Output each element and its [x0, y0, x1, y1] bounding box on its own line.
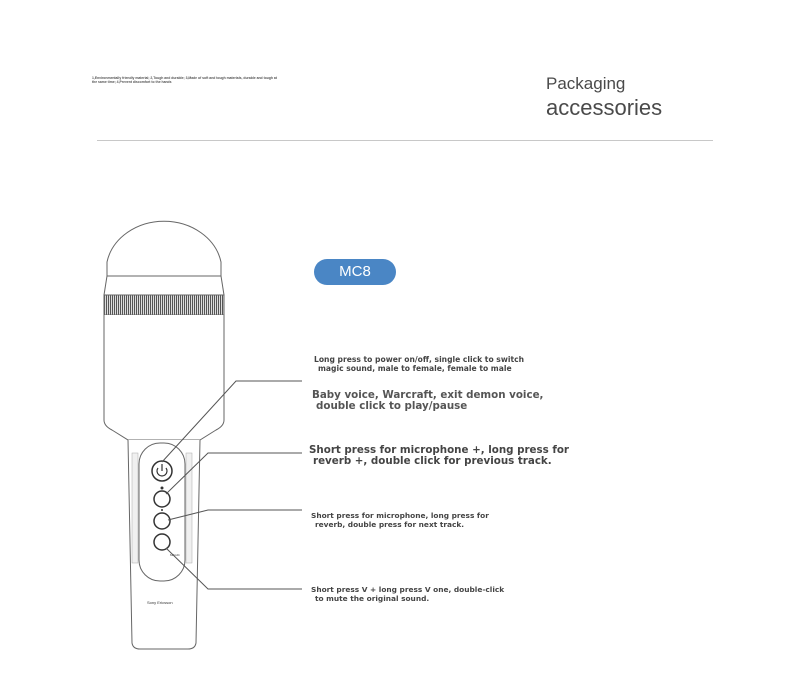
mic-collar — [104, 315, 224, 440]
volume-up-button[interactable] — [154, 491, 170, 507]
title-line-packaging: Packaging — [546, 74, 626, 93]
mic-grille — [104, 295, 224, 315]
brand-label: Sony Ericsson — [147, 600, 173, 605]
model-badge: MC8 — [314, 259, 396, 285]
callout-voice-effects: Baby voice, Warcraft, exit demon voice, double click to play/pause — [312, 389, 544, 412]
callout-mic-plus: Short press for microphone +, long press for reverb +, double click for previous track. — [309, 444, 570, 467]
callout-magic: Short press V + long press V one, double-click to mute the original sound. — [311, 585, 505, 603]
callout-power: Long press to power on/off, single click to switch magic sound, male to female, female to male — [314, 355, 524, 373]
feature-note: 1,Environmentally friendly material; 2,Tough and durable; 3,Made of soft and tough materials, durable and tough at the same time; 4,Prevent discomfort to the hands — [92, 76, 277, 85]
mic-dome — [107, 221, 221, 276]
magic-button[interactable] — [154, 534, 170, 550]
callout-mic-minus: Short press for microphone, long press for reverb, double press for next track. — [311, 511, 489, 529]
title-line-accessories: accessories — [546, 95, 663, 120]
volume-down-button[interactable] — [154, 513, 170, 529]
magic-label: MAGIC — [170, 553, 180, 557]
